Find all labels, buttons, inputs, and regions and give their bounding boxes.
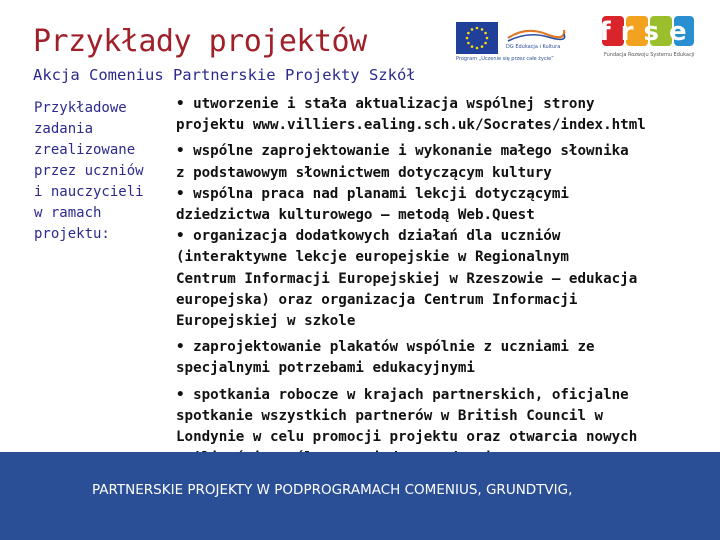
footer-text: PARTNERSKIE PROJEKTY W PODPROGRAMACH COMENIUS, GRUNDTVIG, xyxy=(92,482,573,498)
list-item: • spotkania robocze w krajach partnerskich, oficjalne spotkanie wszystkich partnerów w British Council w Londynie w celu promocji projektu oraz otwarcia nowych xyxy=(176,386,638,446)
slide-title: Przykłady projektów xyxy=(33,24,367,59)
eu-logo-subtext: Program „Uczenie się przez całe życie” xyxy=(456,56,554,62)
tasks-heading: Przykładowe zadania zrealizowane przez uczniów i nauczycieli w ramach projektu: xyxy=(34,100,144,242)
eu-logo xyxy=(456,22,576,64)
slide-subtitle: Akcja Comenius Partnerskie Projekty Szkół xyxy=(33,66,416,84)
list-item: • zaprojektowanie plakatów wspólnie z uczniami ze specjalnymi potrzebami edukacyjnymi xyxy=(176,339,595,377)
project-tasks-list xyxy=(176,94,696,474)
frse-logo xyxy=(600,14,700,64)
eu-flag-icon xyxy=(456,22,498,54)
frse-caption: Fundacja Rozwoju Systemu Edukacji xyxy=(604,52,695,58)
eu-swoosh-icon xyxy=(506,26,566,42)
list-item: • utworzenie i stała aktualizacja wspólnej strony projektu www.villiers.ealing.sch.uk/Socrates/index.html xyxy=(176,96,646,134)
eu-logo-text: DG Edukacja i Kultura xyxy=(506,44,561,50)
frse-letters: frse xyxy=(600,17,696,47)
list-item: • wspólne zaprojektowanie i wykonanie małego słownika z podstawowym słownictwem dotyczącym kultury • wspólna praca nad planami lekcji dotyczącymi dziedzictwa kulturowego – metodą Web.Quest • organizacja dodatkowych działań dla uczniów (interaktywne lekcje europejskie w Regionalnym Centrum Informacji Europejskiej w Rzeszowie – edukacja europejska) oraz organizacja Centrum Informacji Europejskiej w szkole xyxy=(176,143,638,330)
frse-logo-icon xyxy=(600,14,696,50)
